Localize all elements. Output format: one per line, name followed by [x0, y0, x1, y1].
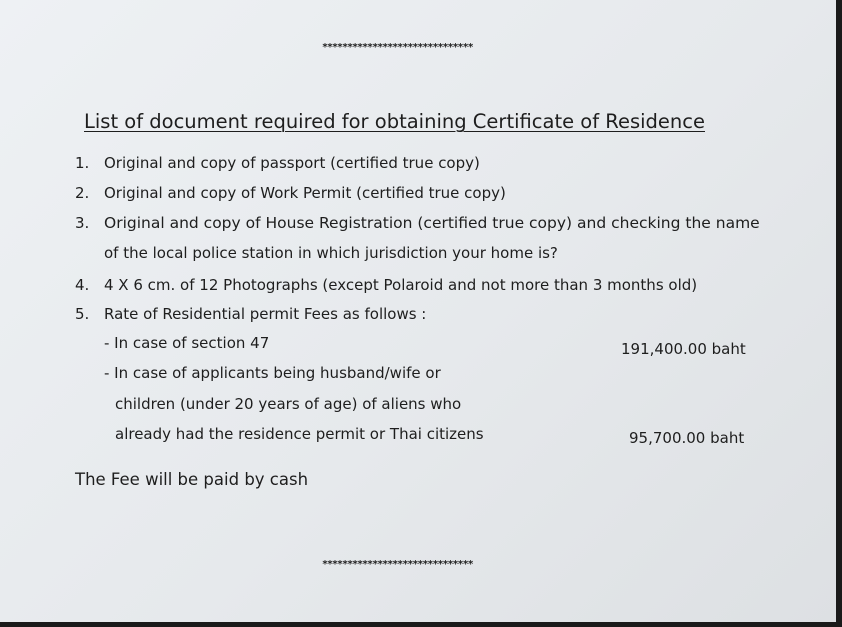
- item-4-number: 4.: [75, 276, 90, 294]
- item-3-text-continued: of the local police station in which jurisdiction your home is?: [104, 244, 558, 262]
- document-title: List of document required for obtaining Certificate of Residence: [84, 110, 705, 133]
- item-5-number: 5.: [75, 305, 90, 323]
- item-2-text: Original and copy of Work Permit (certified true copy): [104, 184, 506, 202]
- bottom-asterisk-divider: ******************************: [322, 559, 473, 570]
- item-3-number: 3.: [75, 214, 90, 232]
- item-1-text: Original and copy of passport (certified true copy): [104, 154, 480, 172]
- item-4-text: 4 X 6 cm. of 12 Photographs (except Polaroid and not more than 3 months old): [104, 276, 698, 294]
- top-asterisk-divider: ******************************: [322, 42, 473, 53]
- fee-family-label-line-3: already had the residence permit or Thai citizens: [115, 425, 484, 443]
- fee-family-label-line-2: children (under 20 years of age) of aliens who: [115, 395, 462, 413]
- fee-section-47-amount: 191,400.00 baht: [621, 340, 746, 358]
- payment-note: The Fee will be paid by cash: [75, 470, 309, 489]
- fee-family-amount: 95,700.00 baht: [629, 429, 745, 447]
- item-5-text: Rate of Residential permit Fees as follows :: [104, 305, 427, 323]
- fee-family-label-line-1: - In case of applicants being husband/wife or: [104, 364, 441, 382]
- item-1-number: 1.: [75, 154, 90, 172]
- item-3-text: Original and copy of House Registration (certified true copy) and checking the name: [104, 214, 760, 232]
- fee-section-47-label: - In case of section 47: [104, 334, 270, 352]
- item-2-number: 2.: [75, 184, 90, 202]
